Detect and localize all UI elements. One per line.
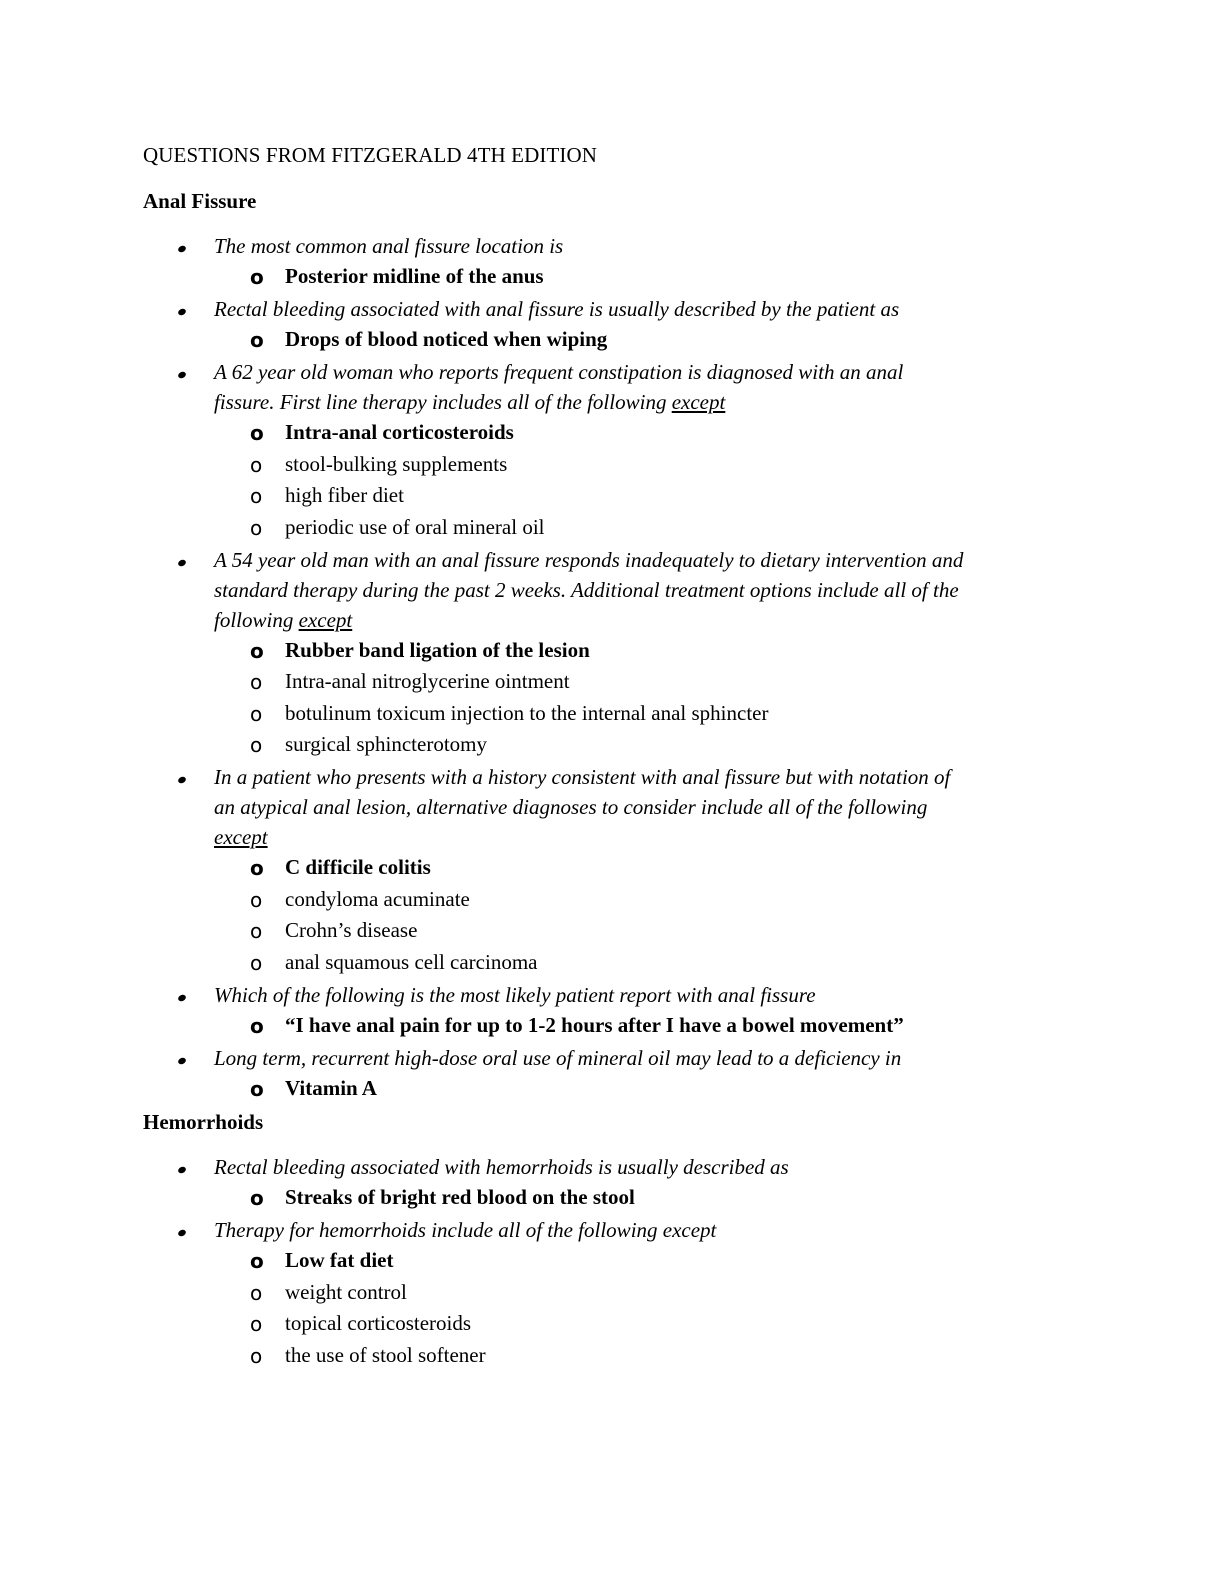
bullet-circle-icon: o [250, 701, 263, 726]
bullet-circle-icon: o [250, 733, 263, 757]
question-line: Therapy for hemorrhoids include all of the following except [214, 1218, 717, 1242]
question-line [214, 825, 268, 850]
bullet-circle-icon: o [250, 265, 264, 289]
question-line: Rectal bleeding associated with hemorrhoids is usually described as [214, 1155, 789, 1179]
answer-option: Crohn’s disease [285, 918, 418, 942]
bullet-icon [177, 558, 187, 567]
question-line: A 62 year old woman who reports frequent constipation is diagnosed with an anal [214, 360, 904, 384]
bullet-circle-icon: o [250, 919, 263, 943]
correct-answer: Rubber band ligation of the lesion [285, 637, 590, 662]
correct-answer: Intra-anal corticosteroids [285, 420, 514, 444]
question-line: A 54 year old man with an anal fissure responds inadequately to dietary intervention and [214, 547, 964, 572]
emphasis-except: except [671, 390, 726, 414]
bullet-circle-icon: o [250, 1186, 264, 1210]
bullet-circle-icon: o [250, 421, 264, 445]
bullet-icon [177, 1166, 187, 1175]
emphasis-except: except [214, 825, 268, 849]
bullet-icon [177, 1056, 187, 1065]
bullet-icon [177, 371, 187, 380]
question-line: following except [214, 607, 353, 632]
answer-option: condyloma acuminate [285, 886, 470, 911]
bullet-circle-icon: o [250, 887, 263, 912]
question-line: Long term, recurrent high-dose oral use of mineral oil may lead to a deficiency in [214, 1045, 902, 1070]
bullet-icon [177, 993, 187, 1002]
question-line: an atypical anal lesion, alternative diagnoses to consider include all of the following [214, 795, 928, 819]
question-line: Which of the following is the most likely patient report with anal fissure [214, 982, 816, 1007]
answer-option: topical corticosteroids [285, 1311, 472, 1335]
answer-option: stool-bulking supplements [285, 451, 508, 476]
correct-answer: Drops of blood noticed when wiping [285, 327, 608, 351]
bullet-circle-icon: o [250, 1013, 264, 1038]
bullet-circle-icon: o [250, 856, 264, 880]
answer-option: high fiber diet [285, 483, 404, 507]
section-heading: Hemorrhoids [143, 1110, 264, 1134]
bullet-circle-icon: o [250, 328, 264, 352]
answer-option: Intra-anal nitroglycerine ointment [285, 669, 570, 693]
bullet-circle-icon: o [250, 484, 263, 508]
correct-answer: Posterior midline of the anus [285, 264, 544, 288]
bullet-icon [177, 308, 187, 317]
correct-answer: C difficile colitis [285, 855, 431, 879]
answer-option: periodic use of oral mineral oil [285, 514, 545, 539]
question-line: In a patient who presents with a history consistent with anal fissure but with notation of [214, 765, 951, 789]
bullet-circle-icon: o [250, 1343, 263, 1368]
bullet-icon [177, 776, 187, 785]
bullet-circle-icon: o [250, 1076, 264, 1101]
question-line: standard therapy during the past 2 weeks. Additional treatment options include all of the [214, 577, 959, 602]
bullet-circle-icon: o [250, 950, 263, 975]
bullet-circle-icon: o [250, 515, 263, 540]
question-line: Rectal bleeding associated with anal fissure is usually described by the patient as [214, 297, 900, 321]
answer-option: weight control [285, 1279, 407, 1304]
question-line: fissure. First line therapy includes all of the following except [214, 390, 726, 414]
bullet-circle-icon: o [250, 638, 264, 663]
bullet-circle-icon: o [250, 1249, 264, 1273]
answer-option: anal squamous cell carcinoma [285, 949, 538, 974]
emphasis-except: except [298, 607, 353, 632]
question-line: The most common anal fissure location is [214, 234, 564, 258]
correct-answer: Vitamin A [285, 1075, 377, 1100]
answer-option: botulinum toxicum injection to the internal anal sphincter [285, 700, 769, 725]
document-title: QUESTIONS FROM FITZGERALD 4TH EDITION [143, 143, 598, 167]
bullet-circle-icon: o [250, 1312, 263, 1336]
section-heading: Anal Fissure [143, 189, 257, 213]
answer-option: surgical sphincterotomy [285, 732, 487, 756]
bullet-icon [177, 1229, 187, 1238]
bullet-circle-icon: o [250, 1280, 263, 1305]
bullet-icon [177, 245, 187, 254]
correct-answer: “I have anal pain for up to 1-2 hours after I have a bowel movement” [285, 1012, 904, 1037]
correct-answer: Low fat diet [285, 1248, 394, 1272]
bullet-circle-icon: o [250, 670, 263, 694]
answer-option: the use of stool softener [285, 1342, 486, 1367]
correct-answer: Streaks of bright red blood on the stool [285, 1185, 635, 1209]
bullet-circle-icon: o [250, 452, 263, 477]
